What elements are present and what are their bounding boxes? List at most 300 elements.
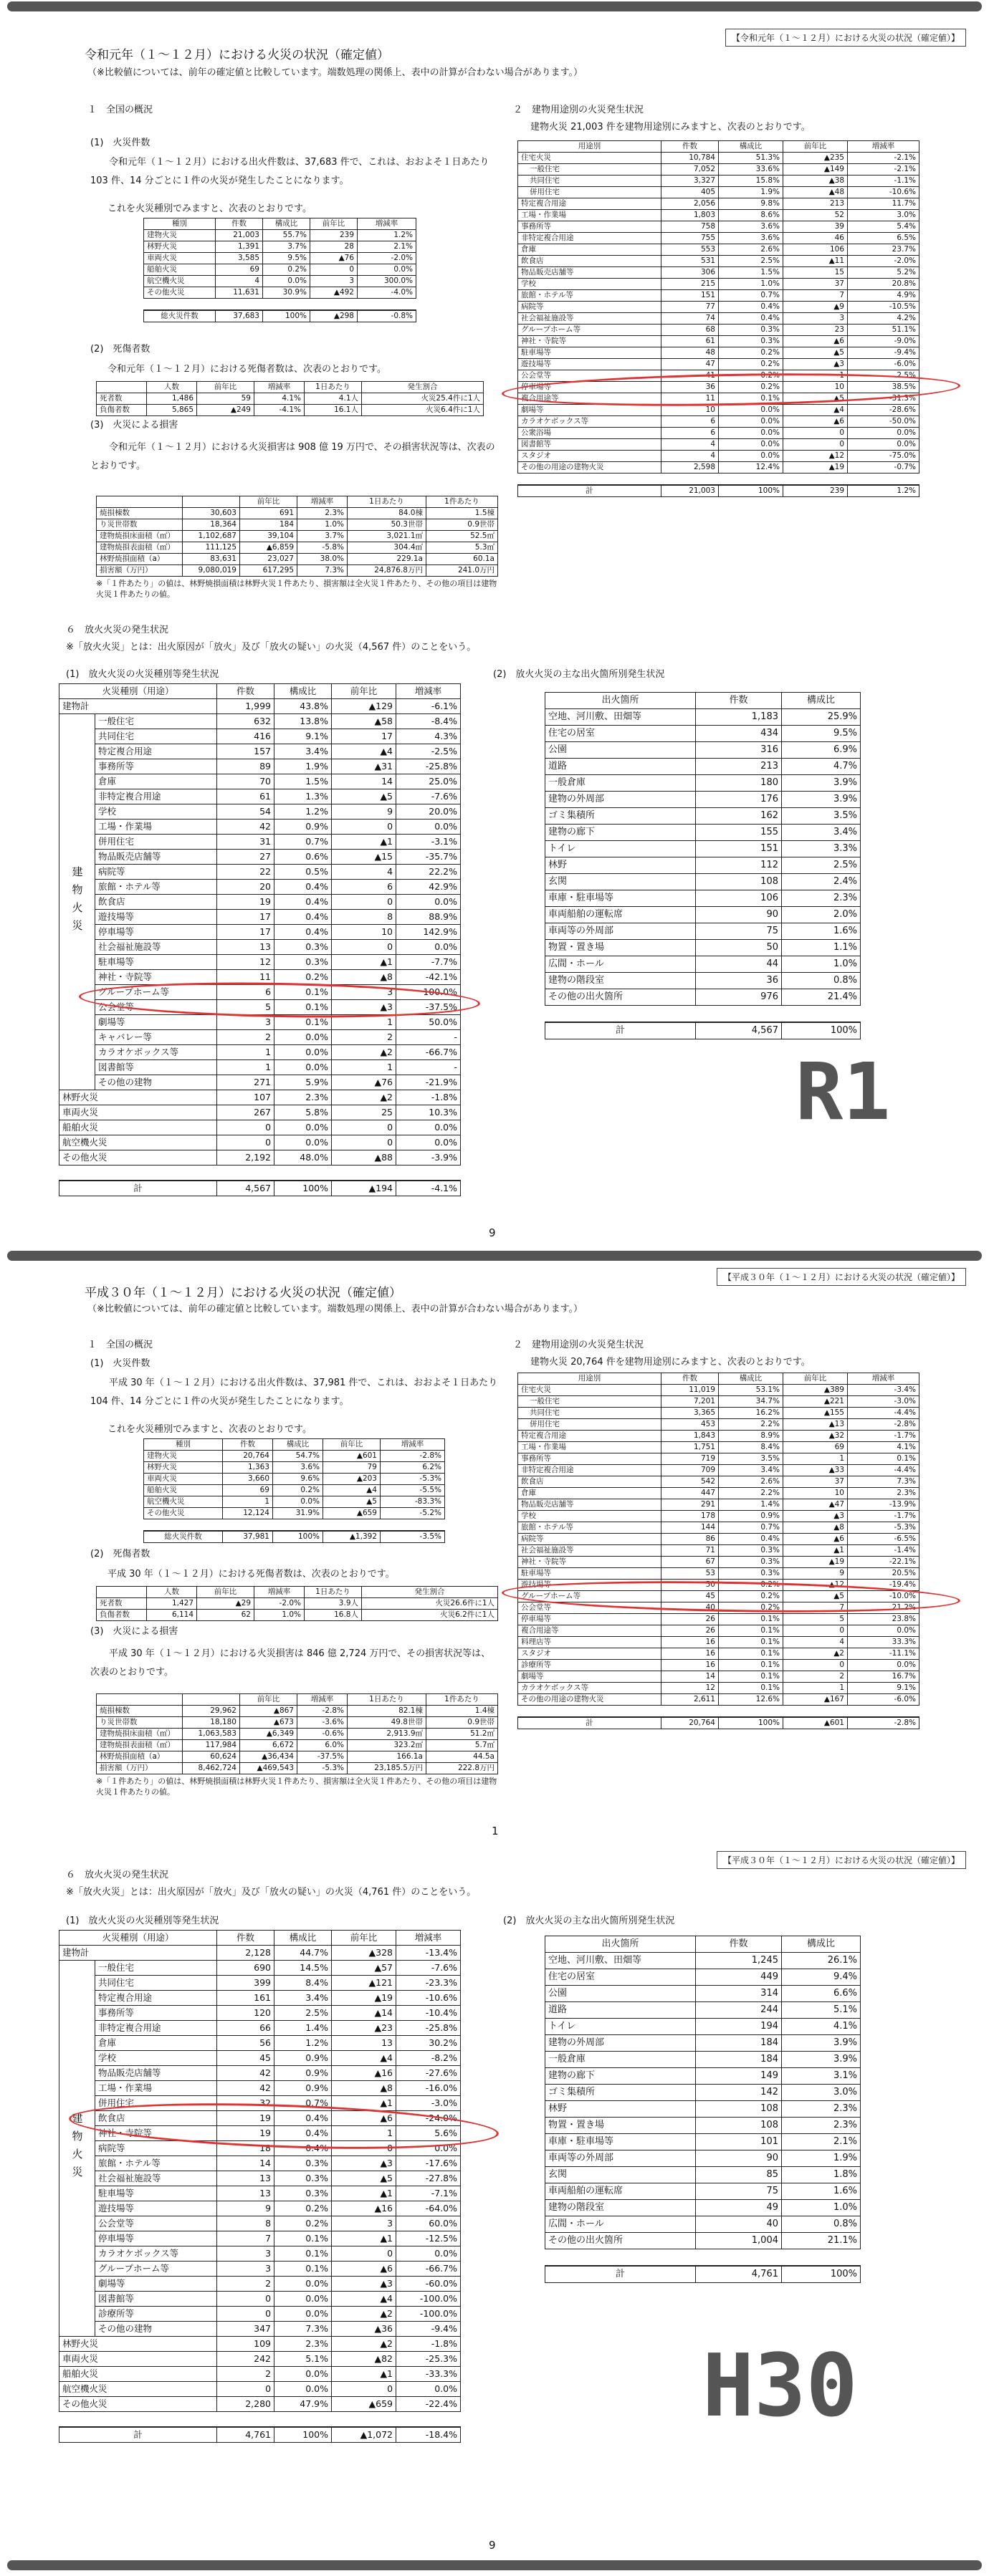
table-row [59,699,461,714]
row-label: 建物の外周部 [545,2035,696,2052]
row-label: 車両火災 [144,1474,223,1485]
table-row [518,1442,919,1453]
cell-value: 53 [661,1568,719,1580]
cell-value: 15 [783,267,848,279]
cell-value: 632 [217,714,274,729]
table-row [144,276,416,287]
cell-value: ▲1 [783,1545,848,1557]
cell-value: ▲1 [332,955,396,970]
table-row [518,405,919,416]
cell-value: - [396,1060,461,1075]
table-row [518,428,919,439]
cell-value: 0.7% [274,835,332,850]
table-row [545,956,861,973]
cell-value: 1.8% [782,2167,861,2183]
cell-value: 108 [696,2101,782,2118]
cell-value: ▲2 [783,1648,848,1660]
cell-value: 34.7% [719,1396,783,1408]
cell-value: 0.1% [848,1453,919,1465]
table-row [545,2101,861,2118]
cell-value: 4.1% [848,1442,919,1453]
table-row [518,244,919,256]
cell-value: 10,784 [661,153,719,164]
row-label: 学校 [518,1511,661,1522]
table-row [545,2216,861,2233]
cell-value: 32 [217,2096,274,2111]
cell-value: 0.1% [719,393,783,405]
column-header [183,496,240,508]
cell-value: ▲601 [783,1717,848,1729]
total-row [144,310,416,322]
cell-value: ▲6 [783,416,848,428]
cell-value: 火災25.4件に1人 [362,393,484,405]
table-row [518,1648,919,1660]
cell-value: 100% [719,485,783,497]
cell-value: 976 [696,989,782,1006]
cell-value: 194 [696,2019,782,2035]
cell-value: -5.8% [297,542,348,554]
column-header: 増減率 [381,1439,445,1451]
cell-value: -83.3% [381,1496,445,1508]
cell-value: -28.6% [848,405,919,416]
cell-value: 1.2% [274,2036,332,2051]
table-row [545,874,861,890]
cell-value: 26 [661,1614,719,1625]
cell-value: 0 [310,264,358,276]
column-header: 出火箇所 [545,693,696,709]
column-header: 増減率 [297,1694,348,1706]
cell-value: 1.0% [719,279,783,290]
column-header: 件数 [223,1439,273,1451]
cell-value: 8.9% [719,1431,783,1442]
cell-value: 8,462,724 [183,1763,240,1774]
cell-value: 1,427 [147,1598,197,1610]
cell-value: 0.3% [719,336,783,347]
cell-value: 0 [217,2382,274,2397]
cell-value: ▲12 [783,451,848,462]
table-row [59,2006,461,2021]
page-number: 9 [489,1226,496,1239]
row-label: 一般住宅 [518,164,661,176]
table-row [144,1451,445,1462]
cell-value: 19 [217,2111,274,2126]
row-label: 飲食店 [518,1476,661,1488]
row-label: 航空機火災 [144,276,216,287]
row-label: 船舶火災 [144,264,216,276]
row-label: 焼損棟数 [97,1706,183,1717]
cell-value: ▲2 [332,2337,396,2352]
row-label: 工場・作業場 [518,1442,661,1453]
paragraph: これを火災種別でみますと、次表のとおりです。 [108,1424,312,1435]
cell-value: 0.2% [719,382,783,393]
cell-value: 15.8% [719,176,783,187]
cell-value: ▲57 [332,1961,396,1976]
cell-value: 16 [661,1648,719,1660]
row-label: 建物火災 [144,230,216,241]
column-header: 火災種別（用途） [59,684,217,699]
cell-value: 0.1% [274,1000,332,1015]
table-row [518,1522,919,1534]
table-row [59,759,461,774]
row-label: 建物焼損表面積（㎡） [97,1740,183,1751]
table-row [59,789,461,804]
table-row [59,1991,461,2006]
row-label: 事務所等 [95,2006,217,2021]
cell-value: 86 [661,1534,719,1545]
cell-value: 8.4% [274,1976,332,1991]
row-label: 計 [545,1022,696,1039]
cell-value: 50.3世帯 [348,519,426,531]
cell-value: 45 [217,2051,274,2066]
cell-value: 0.0% [274,2277,332,2292]
row-label: 神社・寺院等 [518,336,661,347]
cell-value: 3 [217,2246,274,2262]
cell-value: ▲31 [332,759,396,774]
table-header-row [97,496,498,508]
cell-value: 162 [696,808,782,825]
table-row [59,2051,461,2066]
cell-value: 2 [217,2367,274,2382]
cell-value: 1 [223,1496,273,1508]
cell-value: 0.3% [274,955,332,970]
cell-value: 1.6% [782,2183,861,2200]
cell-value: 火災26.6件に1人 [362,1598,498,1610]
page-header: 【平成３０年（１〜１２月）における火災の状況（確定値）】 [717,1268,966,1286]
table-row [518,439,919,451]
row-label: グループホーム等 [518,325,661,336]
cell-value: -27.8% [396,2171,461,2186]
cell-value: 0.3% [274,2186,332,2201]
cell-value: 7 [783,1602,848,1614]
table-row [545,2052,861,2068]
row-label: 駐車場等 [95,2186,217,2201]
cell-value: 19 [217,895,274,910]
cell-value: 1.4% [719,1499,783,1511]
cell-value: 67 [661,1557,719,1568]
cell-value: 242 [217,2352,274,2367]
section-heading: ２ 建物用途別の火災発生状況 [513,1340,644,1350]
row-label: ゴミ集積所 [545,2085,696,2101]
row-label: 併用住宅 [95,835,217,850]
cell-value: 2.3% [782,2101,861,2118]
paragraph: これを火災種別でみますと、次表のとおりです。 [108,203,312,214]
row-label: 道路 [545,2002,696,2019]
cell-value: 5.2% [848,267,919,279]
cell-value: 691 [240,508,297,519]
cell-value: 55.7% [263,230,310,241]
cell-value: 46 [783,233,848,244]
cell-value: ▲673 [240,1717,297,1729]
cell-value: 14 [661,1671,719,1683]
table-row [144,287,416,299]
spacer-row [59,2412,461,2427]
row-label: 建物の廊下 [545,825,696,841]
handwritten-label: R1 [796,1046,891,1138]
cell-value: 1,999 [217,699,274,714]
cell-value: 10.3% [396,1105,461,1120]
column-header: 1日あたり [348,496,426,508]
cell-value: 2,056 [661,198,719,210]
cell-value: ▲2 [332,1045,396,1060]
subsection-heading: (2) 死傷者数 [90,344,150,355]
table-row [59,2307,461,2322]
table-row [545,726,861,742]
spacer [518,1706,919,1717]
row-label: 林野火災 [144,1462,223,1474]
table-row [545,1953,861,1969]
table-row [59,850,461,865]
cell-value: ▲1 [332,2231,396,2246]
cell-value: ▲12 [783,1580,848,1591]
cell-value: 106 [783,244,848,256]
row-label: 遊技場等 [518,1580,661,1591]
cell-value: 16 [661,1637,719,1648]
table-header-row [518,1373,919,1385]
table-title: (2) 放火火災の主な出火箇所別発生状況 [493,669,665,680]
column-header: 1件あたり [426,1694,498,1706]
cell-value: -5.3% [297,1763,348,1774]
row-label: 旅館・ホテル等 [518,1522,661,1534]
row-label: 林野 [545,2101,696,2118]
table-row [518,1568,919,1580]
cell-value: 10 [661,405,719,416]
cell-value: 3.9% [782,792,861,808]
cell-value: 100% [782,1022,861,1039]
row-label: 焼損棟数 [97,508,183,519]
column-header: 前年比 [240,496,297,508]
cell-value: ▲8 [783,1522,848,1534]
cell-value: 16.7% [848,1671,919,1683]
paragraph: 建物火災 20,764 件を建物用途別にみますと、次表のとおりです。 [530,1357,811,1368]
spacer-row [518,1706,919,1717]
cell-value: 17 [217,925,274,940]
cell-value: -60.0% [396,2277,461,2292]
table-row [518,176,919,187]
cell-value: 0.1% [274,2246,332,2262]
cell-value: 213 [696,759,782,775]
cell-value: 38.0% [297,554,348,565]
cell-value: 1.5% [719,267,783,279]
row-label: 遊技場等 [518,359,661,370]
cell-value: -13.9% [848,1499,919,1511]
cell-value: 3.9% [782,2035,861,2052]
cell-value: 3.5% [719,1453,783,1465]
row-label: 空地、河川敷、田畑等 [545,709,696,726]
table-header-row [97,1694,498,1706]
table-row [59,865,461,880]
row-label: 車庫・駐車場等 [545,2134,696,2150]
table-row [518,1453,919,1465]
column-header: 増減率 [396,684,461,699]
row-label: 林野焼損面積（a） [97,554,183,565]
cell-value: 1.4% [274,2021,332,2036]
total-row [518,1717,919,1729]
cell-value: -2.8% [848,1419,919,1431]
row-label: 物品販売店舗等 [95,2066,217,2081]
table-row [545,2150,861,2167]
section-heading: ６ 放火火災の発生状況 [66,625,169,635]
cell-value: ▲149 [783,164,848,176]
cell-value: 447 [661,1488,719,1499]
column-header: 構成比 [273,1439,323,1451]
cell-value: 41 [661,370,719,382]
cell-value: -1.7% [848,1511,919,1522]
paragraph: 建物火災 21,003 件を建物用途別にみますと、次表のとおりです。 [530,122,811,133]
row-label: 倉庫 [95,774,217,789]
table-row [97,508,498,519]
cell-value: 531 [661,256,719,267]
cell-value: -10.6% [396,1991,461,2006]
table-row [518,1625,919,1637]
cell-value: 151 [661,290,719,302]
table-row [59,2156,461,2171]
cell-value: 29,962 [183,1706,240,1717]
cell-value: 5.9% [274,1075,332,1090]
cell-value: 2.5% [719,256,783,267]
r1-page-1 [0,0,989,1250]
cell-value: 27 [217,850,274,865]
table-row [518,1660,919,1671]
cell-value: 68 [661,325,719,336]
cell-value: 1.9% [719,187,783,198]
table-row [518,164,919,176]
table-row [59,835,461,850]
row-label: 病院等 [95,2141,217,2156]
cell-value: 184 [696,2035,782,2052]
table-row [97,1610,498,1621]
cell-value: -75.0% [848,451,919,462]
row-label: 停車場等 [518,382,661,393]
cell-value: ▲3 [783,1511,848,1522]
cell-value: 20 [217,880,274,895]
cell-value: -18.4% [396,2427,461,2443]
cell-value: 20.5% [848,1568,919,1580]
cell-value: 0.2% [719,1580,783,1591]
column-header: 構成比 [719,141,783,153]
table-header-row [59,1931,461,1946]
cell-value: 166.1a [348,1751,426,1763]
cell-value: 31 [217,835,274,850]
row-label: 併用住宅 [518,187,661,198]
cell-value: 11,019 [661,1385,719,1396]
cell-value: 7,052 [661,164,719,176]
cell-value: 4.2% [848,313,919,325]
cell-value: 5.1% [274,2352,332,2367]
cell-value: 241.0万円 [426,565,498,577]
cell-value: -2.8% [848,1717,919,1729]
cell-value: -66.7% [396,1045,461,1060]
column-header: 構成比 [274,1931,332,1946]
table-row [518,336,919,347]
row-label: 病院等 [518,1534,661,1545]
table-row [518,221,919,233]
cell-value: ▲2 [332,1090,396,1105]
cell-value: -10.4% [396,2006,461,2021]
cell-value: ▲1 [332,2186,396,2201]
row-label: 図書館等 [95,2292,217,2307]
cell-value: 0 [332,1135,396,1150]
table-row [59,2337,461,2352]
table-row [97,542,498,554]
cell-value: 3.6% [719,233,783,244]
table-row [59,729,461,744]
cell-value: 88.9% [396,910,461,925]
cell-value: 0.4% [274,895,332,910]
table-row [144,1485,445,1496]
cell-value: 6 [661,416,719,428]
row-label: 併用住宅 [518,1419,661,1431]
table-row [59,820,461,835]
cell-value: ▲4 [332,2292,396,2307]
cell-value: 4.1% [254,393,305,405]
cell-value: ▲867 [240,1706,297,1717]
row-label: 計 [59,1181,217,1196]
row-label: 非特定複合用途 [95,789,217,804]
cell-value: -22.4% [396,2397,461,2412]
cell-value: -17.6% [396,2156,461,2171]
table-row [144,264,416,276]
table-row [545,989,861,1006]
cell-value: 3.6% [719,221,783,233]
row-label: 建物の外周部 [545,792,696,808]
paragraph: 平成 30 年（１〜１２月）における出火件数は、37,981 件で、これは、おおよそ１日あたり 104 件、14 分ごとに１件の火災が発生したことになります。 [90,1378,498,1407]
cell-value: 0.2% [274,2201,332,2216]
cell-value: 0.0% [274,1120,332,1135]
page-header: 【令和元年（１〜１２月）における火災の状況（確定値）】 [725,29,966,47]
cell-value: ▲3 [783,359,848,370]
row-label: 負傷者数 [97,1610,147,1621]
row-label: 死者数 [97,393,147,405]
cell-value: 37 [783,1476,848,1488]
row-label: 料理店等 [518,1637,661,1648]
cell-value: 0.1% [719,1660,783,1671]
column-header: 前年比 [783,1373,848,1385]
cell-value: 19 [217,2126,274,2141]
row-label: 建物焼損床面積（㎡） [97,531,183,542]
cell-value: 109 [217,2337,274,2352]
cell-value: 112 [696,857,782,874]
row-label: 船舶火災 [59,1120,217,1135]
cell-value: 74 [661,313,719,325]
table-row [59,940,461,955]
row-label: 特定複合用途 [518,198,661,210]
table-row [518,267,919,279]
cell-value: 2 [783,1671,848,1683]
group-label-cell [59,1961,95,2337]
arson-type-table [59,1930,461,2443]
cell-value: 107 [217,1090,274,1105]
cell-value: 42 [217,2066,274,2081]
cell-value: 0 [332,820,396,835]
cell-value: 1,391 [216,241,263,253]
cell-value: 50 [696,940,782,956]
total-row [518,485,919,497]
table-row [59,1075,461,1090]
note: （※比較値については、前年の確定値と比較しています。端数処理の関係上、表中の計算が合わない場合があります。） [87,1304,583,1315]
cell-value: 51.1% [848,325,919,336]
table-row [518,416,919,428]
cell-value: 7.3% [848,1476,919,1488]
cell-value: 13 [217,2171,274,2186]
cell-value: 758 [661,221,719,233]
h30-page-1 [0,1262,989,2560]
row-label: 車両等の外周部 [545,923,696,940]
table-row [518,1614,919,1625]
column-header: 前年比 [197,382,254,393]
cell-value: ▲36 [332,2322,396,2337]
cell-value: 23.7% [848,244,919,256]
table-row [545,2134,861,2150]
